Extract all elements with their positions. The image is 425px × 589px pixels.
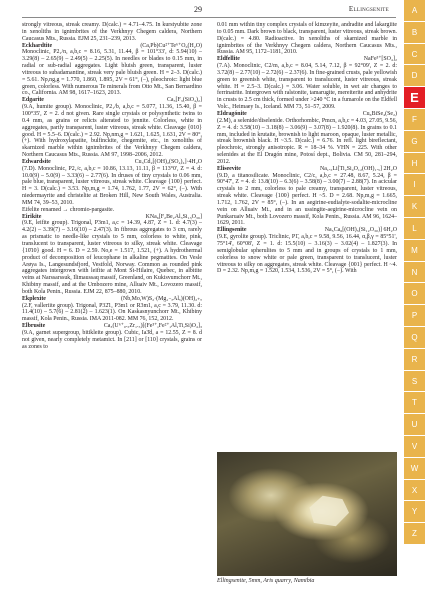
thumb-tab-x[interactable]: X bbox=[404, 480, 425, 502]
thumb-tab-q[interactable]: Q bbox=[404, 327, 425, 349]
mineral-entry bbox=[22, 323, 202, 350]
thumb-tab-f[interactable]: F bbox=[404, 109, 425, 131]
entry-name: Eldragónite bbox=[217, 110, 247, 117]
thumb-tab-b[interactable]: B bbox=[404, 22, 425, 44]
mineral-photo bbox=[217, 452, 397, 576]
right-column bbox=[217, 22, 397, 275]
entry-formula: Ca₃(U⁶⁺₀.₅Zr₁.₅)[(Fe³⁺,Fe²⁺,Al,Ti,Si)O₄]₃ bbox=[103, 323, 202, 330]
entry-formula: Cu₃Cd₂[(OH)₂(SO₄)₄]·4H₂O bbox=[134, 158, 202, 165]
entry-name: Eirikite bbox=[22, 213, 42, 220]
entry-formula: Ca₃[F₃(SiO₄)₂] bbox=[166, 97, 202, 104]
thumb-tab-h[interactable]: H bbox=[404, 153, 425, 175]
thumb-tab-p[interactable]: P bbox=[404, 305, 425, 327]
thumb-tab-n[interactable]: N bbox=[404, 262, 425, 284]
thumb-tab-c[interactable]: C bbox=[404, 44, 425, 66]
running-head: Ellingsenite bbox=[348, 5, 389, 13]
entry-description: (9.E, gyrolite group). Triclinic, P1̄, a,b,c = 9.58, 9.56, 16.44, α,β,γ = 85°51', 75°14', 60°08', Z = 1. d: 15.5(10) – 3.16(3) – 3.02(4) – 1.827(3). In semiglobular spherulites to 5 mm and in groups of crystals to 1 mm, colorless to snow white or pale green, transparent to translucent, luster vitreous to silky on aggregates, streak white. Cleavage {001} perfect. H ~4. D = 2.32. Np,m,g = 1.520, 1.534, 1.536, 2V = 5°, (−). With bbox=[217, 234, 397, 275]
thumb-tab-r[interactable]: R bbox=[404, 349, 425, 371]
entry-formula: Cu₆BiSe₄(Se₂) bbox=[362, 110, 397, 117]
entry-formula: (Nb,Mo,W)S₂·(Mg₁₋ₓAlₓ)(OH)₂₊ₓ bbox=[121, 295, 202, 302]
thumb-tab-w[interactable]: W bbox=[404, 458, 425, 480]
thumb-tab-e[interactable]: E bbox=[404, 87, 425, 109]
paragraph: Eifelite renamed → chromio-pargasite. bbox=[22, 206, 115, 213]
entry-description: (2.M), a selenide/diselenide. Orthorhombic, Pmcn, a,b,c = 4.03, 27.05, 9.56, Z = 4. d: 3.58(10) – 3.18(8) – 3.06(9) – 3.07(8) – 1.920(8). In grains to 0.1 mm, included in krutaite, brownish to light maroon, opaque, luster metallic, streak brownish black. H ~3.5. D(calc.) = 6.76. In refl. light bireflectant, pleochroic, strongly anisotropic. R = 18–34 %. VHN = 225. With other selenides at the El Dragón mine, Potosí dept., Bolivia. CM 50, 281–294, 2012. bbox=[217, 117, 397, 165]
entry-description: (9.A, humite group). Monoclinic, P2₁/b, a,b,c = 5.077, 11.36, 15.40, β = 100°35', Z = 2. d not given. Rare single crystals or polysynthetic twins to 0.4 mm, as grains or relicts alterated to jennite. Colorless, white in aggregates, partly transparent, luster vitreous, streak white. Cleavage {010} good. H = 5.5–6. D(calc.) = 2.92. Np,nm,g = 1.621, 1.625, 1.631, 2V = 80°, (+). With hydroxylapatite, bulfinckite, chegemite, etc., in xenoliths of skarnized marble within ignimbrites of the Verkhnyy Chegem caldera, Northern Caucasus Mts., Russia. AM 97, 1998–2006, 2012. bbox=[22, 104, 202, 159]
left-column bbox=[22, 22, 202, 351]
mineral-entry bbox=[22, 43, 202, 98]
entry-description: (9.D, a titanosilicate. Monoclinic, C2/c, a,b,c = 27.48, 8.67, 5.24, β = 90°47', Z = 4. d: 13.8(10) – 6.3(6) – 3.58(8) – 3.00(7) – 2.88(7). In acicular crystals to 2 mm, colorless to pale creamy, transparent, luster vitreous, streak white. Cleavage {100} perfect. H ~5. D = 2.68. Np,m,g = 1.665, 1.712, 1.762, 2V = 85°, (−). In an aegirine-eudialyte-sodalite-microcline vein on Alluaiv Mt., and in an ussingite-aegirine-microcline vein on Punkaruaiv Mt., both Lovozero massif, Kola Penin., Russia. AM 96, 1624–1629, 2011. bbox=[217, 172, 397, 227]
paragraph: 0.01 mm within tiny complex crystals of kimzeyite, andradite and lakargiite to 0.05 mm. Dark brown to black, transparent, luster vitreous, streak brown. D(calc.) = 4.80. Radioactive. In xenoliths of skarnized marble in ignimbrites of the Verkhnyy Chegem caldera, Northern Caucasus Mts., Russia. AM 95, 1172–1181, 2010. bbox=[217, 22, 397, 56]
thumb-tab-k[interactable]: K bbox=[404, 196, 425, 218]
entry-description: Monoclinic, P2₁/n, a,b,c = 8.16, 5.31, 11.44, β = 101°33', d: 5.94(10) – 3.29(8) – 2.65(9) – 2.49(5) – 2.25(5). In needles or blades to 0.15 mm, in radial or sub-radial aggregates. Light bluish green, transparent, luster vitreous to subadamantine, streak very pale bluish green. H = 2–3. D(calc.) = 5.61. Np,ng,g = 1.770, 1.860, 1.895, 2V = 61°, (−), pleochroic: light blue green, colorless. With numerous Te minerals from Otto Mt., San Bernardino co., California. AM 98, 1617–1623, 2013. bbox=[22, 49, 202, 97]
entry-formula: Na₅Ca₆[(OH)₅(Si₁₂O₃₀)] 6H₂O bbox=[324, 227, 397, 234]
mineral-entry bbox=[22, 159, 202, 207]
entry-name: Edgarite bbox=[22, 97, 44, 104]
entry-name: Ellingsenite bbox=[217, 227, 247, 234]
header-rule bbox=[22, 17, 396, 18]
entry-name: Eliseevite bbox=[217, 165, 241, 172]
thumb-tab-y[interactable]: Y bbox=[404, 501, 425, 523]
thumb-tab-t[interactable]: T bbox=[404, 392, 425, 414]
mineral-entry bbox=[217, 111, 397, 166]
entry-description: (2.F, valleriite group). Trigonal, P32̄1, P3m1 or R3m1, a,c = 3.79, 11.30. d: 11.4(10) – 5.7(6) – 2.81(2) – 1.623(1). On Kaskasnyunchorr Mt., Khibiny massif, Kola Penin., Russia. IMA 2011-082. MM 76, 152, 2012. bbox=[22, 302, 202, 323]
thumb-index bbox=[404, 0, 425, 589]
entry-name: Edwardsite bbox=[22, 158, 51, 165]
entry-heading bbox=[217, 111, 397, 118]
thumb-tab-g[interactable]: G bbox=[404, 131, 425, 153]
paragraph: strongly vitreous, streak creamy. D(calc.) = 4.71–4.75. In kurstyubite zone in xenoliths in ignimbrites of the Verkhnyy Chegem caldera, Northern Caucasus Mts., Russia. EJM 25, 231–239, 2013. bbox=[22, 22, 202, 42]
mineral-entry bbox=[22, 214, 202, 296]
mineral-entry bbox=[22, 97, 202, 159]
entry-name: Elbrusite bbox=[22, 323, 46, 330]
entry-formula: KNa₆[F₂Be₂Al₃Si₁₃O₃₆] bbox=[145, 213, 202, 220]
page-number: 29 bbox=[194, 5, 202, 14]
mineral-entry bbox=[217, 166, 397, 228]
thumb-tab-o[interactable]: O bbox=[404, 283, 425, 305]
entry-name: Eckhardtite bbox=[22, 42, 53, 49]
thumb-tab-a[interactable]: A bbox=[404, 0, 425, 22]
entry-description: (7.A). Monoclinic, C2/m, a,b,c = 8.04, 5.14, 7.12, β = 92°09', Z = 2. d: 3.72(8) – 2.77(10) – 2.72(6) – 2.37(6). In fine-grained crusts, pale yellowish green to greenish white, transparent to translucent, luster vitreous, streak white. H = 2.5–3. D(calc.) = 3.06. Water soluble, in wet air changes to ferrinatrite. Intergrown with ralstonite, tamarugite, mereiterite and anhydrite in crusts to 2.5 cm thick, formed under >240 °C in a fumarole on the Eldfell Volc., Heimaey Is., Iceland. MM 73, 51–57, 2009. bbox=[217, 63, 397, 111]
thumb-tab-d[interactable]: D bbox=[404, 65, 425, 87]
entry-name: Ekplexite bbox=[22, 295, 46, 302]
mineral-entry bbox=[217, 227, 397, 275]
thumb-tab-v[interactable]: V bbox=[404, 436, 425, 458]
entry-description: (9.A, garnet supergroup, bitikleite group). Cubic, Ia3̄d, a = 12.55, Z = 8. d not given, nearly completely metamict. In [211] or [110] crystals, grains or as zones to bbox=[22, 329, 202, 350]
photo-caption: Ellingsenite, 5mm, Aris quarry, Namibia bbox=[217, 578, 315, 584]
entry-heading bbox=[22, 159, 202, 166]
entry-heading bbox=[22, 323, 202, 330]
entry-formula: Na₁.₅Li[Ti₂Si₄O₁₂(OH)₁.₅] 2H₂O bbox=[319, 165, 397, 172]
thumb-tab-s[interactable]: S bbox=[404, 371, 425, 393]
entry-name: Eldfellite bbox=[217, 56, 240, 63]
entry-formula: (Ca,Pb)Cu²⁺Te⁶⁺O₆(H₂O) bbox=[140, 42, 202, 49]
thumb-tab-m[interactable]: M bbox=[404, 240, 425, 262]
entry-formula: NaFe³⁺[SO₄]₂ bbox=[363, 56, 397, 63]
entry-heading bbox=[22, 296, 202, 303]
thumb-tab-z[interactable]: Z bbox=[404, 523, 425, 545]
mineral-entry bbox=[22, 296, 202, 323]
thumb-tab-u[interactable]: U bbox=[404, 414, 425, 436]
entry-description: (9.E, leifite group). Trigonal, P3m1, a,c = 14.39, 4.87, Z = 1. d: 4.7(3) – 4.2(2) – 3.39(7) – 3.16(10) – 2.47(3). In fibrous aggregates to 3 cm, rarely as prismatic to needle-like crystals to 5 mm, colorless to white, pink, translucent to transparent, luster vitreous to silky, streak white. Cleavage {10̄10} good. H = 6. D = 2.59. No,e = 1.517, 1.521, (+). A hydrothermal product of decomposition of leucophane in alkaline pegmatites. On Vesle Arøya Is., Langesundsfjord, Vestfold, Norway. Common as rounded pink aggregates intergrown with leifite at Mont St-Hilaire, Quebec, in albitite veins at Narssarssuk, Ilimaussaq massif, Greenland, on Kukisvumchorr Mt., Khibiny massif, and at the Umbozero mine, Alluaiv Mt., Lovozero massif, both Kola Penin., Russia. EJM 22, 875–880, 2010. bbox=[22, 220, 202, 295]
mineral-entry bbox=[217, 56, 397, 111]
crystal-cluster-image bbox=[305, 494, 349, 528]
thumb-tab-l[interactable]: L bbox=[404, 218, 425, 240]
entry-description: (7.D). Monoclinic, P2₁/c, a,b,c = 10.86, 13.13, 11.11, β = 113°0', Z = 4. d: 10.0(9) – 5.0(9) – 3.33(6) – 2.77(6). In druses of tiny crystals to 0.06 mm, pale blue, transparent, luster vitreous, streak white. Cleavage {100} perfect. H = 3. D(calc.) = 3.53. Np,m,g = 1.74, 1.762, 1.77, 2V = 62°, (−). With niedermayrite and christelite at Broken Hill, New South Wales, Australia. MM 74, 39–53, 2010. bbox=[22, 165, 202, 206]
entry-heading bbox=[217, 166, 397, 173]
thumb-tab-i[interactable]: I bbox=[404, 174, 425, 196]
